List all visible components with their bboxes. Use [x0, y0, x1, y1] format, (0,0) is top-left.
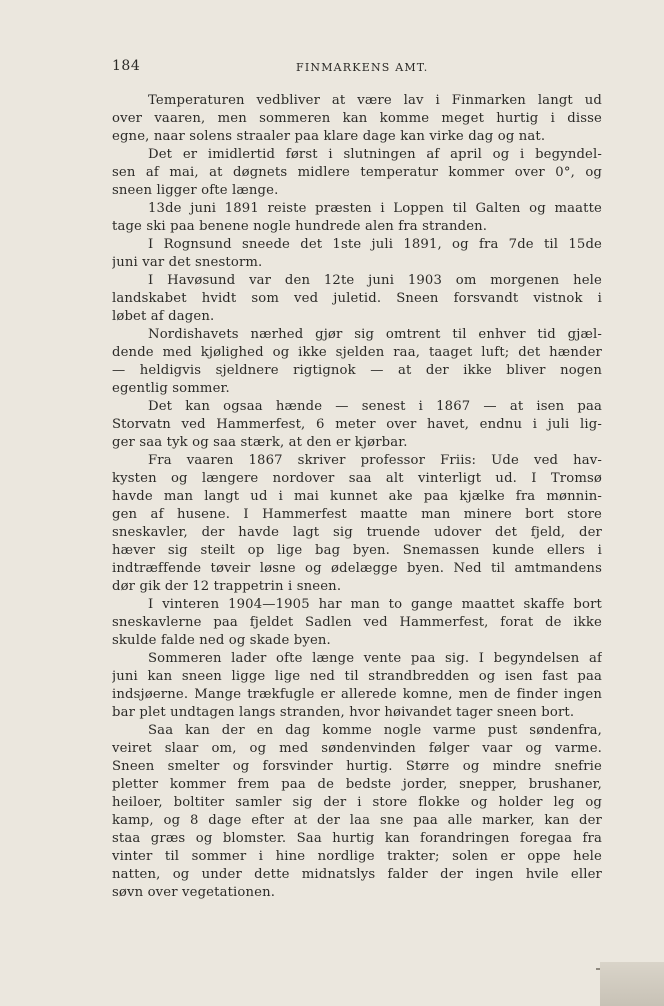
text-line: Temperaturen vedbliver at være lav i Finmarken langt ud	[148, 93, 602, 108]
text-line: I Rognsund sneede det 1ste juli 1891, og fra 7de til 15de	[148, 237, 602, 252]
text-line: sneen ligger ofte længe.	[112, 183, 279, 198]
text-line: sen af mai, at døgnets midlere temperatur kommer over 0°, og	[112, 165, 602, 180]
text-line: I vinteren 1904—1905 har man to gange maattet skaffe bort	[148, 597, 602, 612]
text-line: 13de juni 1891 reiste præsten i Loppen til Galten og maatte	[148, 201, 602, 216]
text-line: sneskavlerne paa fjeldet Sadlen ved Hammerfest, forat de ikke	[112, 615, 602, 630]
text-line: bar plet undtagen langs stranden, hvor høivandet tager sneen bort.	[112, 705, 575, 720]
text-line: egentlig sommer.	[112, 381, 230, 396]
text-line: egne, naar solens straaler paa klare dage kan virke dag og nat.	[112, 129, 546, 144]
page-header	[112, 58, 602, 80]
text-line: Saa kan der en dag komme nogle varme pust søndenfra,	[148, 723, 602, 738]
text-line: kamp, og 8 dage efter at der laa sne paa alle marker, kan der	[112, 813, 602, 828]
text-line: over vaaren, men sommeren kan komme meget hurtig i disse	[112, 111, 602, 126]
text-line: Nordishavets nærhed gjør sig omtrent til enhver tid gjæl-	[148, 327, 602, 342]
text-line: havde man langt ud i mai kunnet ake paa kjælke fra mønnin-	[112, 489, 602, 504]
text-line: løbet af dagen.	[112, 309, 215, 324]
text-line: dende med kjølighed og ikke sjelden raa, taaget luft; det hænder	[112, 345, 602, 360]
text-line: Det er imidlertid først i slutningen af april og i begyndel-	[148, 147, 602, 162]
text-line: Fra vaaren 1867 skriver professor Friis: Ude ved hav-	[148, 453, 602, 468]
text-line: indsjøerne. Mange trækfugle er allerede komne, men de finder ingen	[112, 687, 602, 702]
text-line: staa græs og blomster. Saa hurtig kan forandringen foregaa fra	[112, 831, 602, 846]
text-line: gen af husene. I Hammerfest maatte man minere bort store	[112, 507, 602, 522]
text-line: hæver sig steilt op lige bag byen. Snemassen kunde ellers i	[112, 543, 602, 558]
text-line: veiret slaar om, og med søndenvinden følger vaar og varme.	[112, 741, 602, 756]
text-line: — heldigvis sjeldnere rigtignok — at der ikke bliver nogen	[112, 363, 602, 378]
text-line: Sneen smelter og forsvinder hurtig. Større og mindre snefrie	[112, 759, 602, 774]
text-line: indtræffende tøveir løsne og ødelægge byen. Ned til amtmandens	[112, 561, 602, 576]
text-line: søvn over vegetationen.	[112, 885, 276, 900]
text-line: Storvatn ved Hammerfest, 6 meter over havet, endnu i juli lig-	[112, 417, 602, 432]
text-line: I Havøsund var den 12te juni 1903 om morgenen hele	[148, 273, 602, 288]
text-line: tage ski paa benene nogle hundrede alen fra stranden.	[112, 219, 488, 234]
text-line: skulde falde ned og skade byen.	[112, 633, 331, 648]
text-line: landskabet hvidt som ved juletid. Sneen forsvandt vistnok i	[112, 291, 602, 306]
text-line: Sommeren lader ofte længe vente paa sig. I begyndelsen af	[148, 651, 602, 666]
text-line: sneskavler, der havde lagt sig truende udover det fjeld, der	[112, 525, 602, 540]
text-line: Det kan ogsaa hænde — senest i 1867 — at isen paa	[148, 399, 602, 414]
page-number: 184	[112, 58, 141, 74]
text-line: pletter kommer frem paa de bedste jorder, snepper, brushaner,	[112, 777, 602, 792]
text-line: heiloer, boltiter samler sig der i store flokke og holder leg og	[112, 795, 602, 810]
text-line: ger saa tyk og saa stærk, at den er kjørbar.	[112, 435, 408, 450]
body-text	[112, 92, 602, 902]
text-line: kysten og længere nordover saa alt vinterligt ud. I Tromsø	[112, 471, 602, 486]
text-line: juni kan sneen ligge lige ned til strandbredden og isen fast paa	[112, 669, 602, 684]
running-title: FINMARKENS AMT.	[296, 61, 429, 74]
page-edge-shadow	[600, 962, 664, 1006]
text-line: dør gik der 12 trappetrin i sneen.	[112, 579, 342, 594]
text-line: juni var det snestorm.	[112, 255, 263, 270]
text-line: natten, og under dette midnatslys falder der ingen hvile eller	[112, 867, 602, 882]
text-line: vinter til sommer i hine nordlige trakter; solen er oppe hele	[112, 849, 602, 864]
